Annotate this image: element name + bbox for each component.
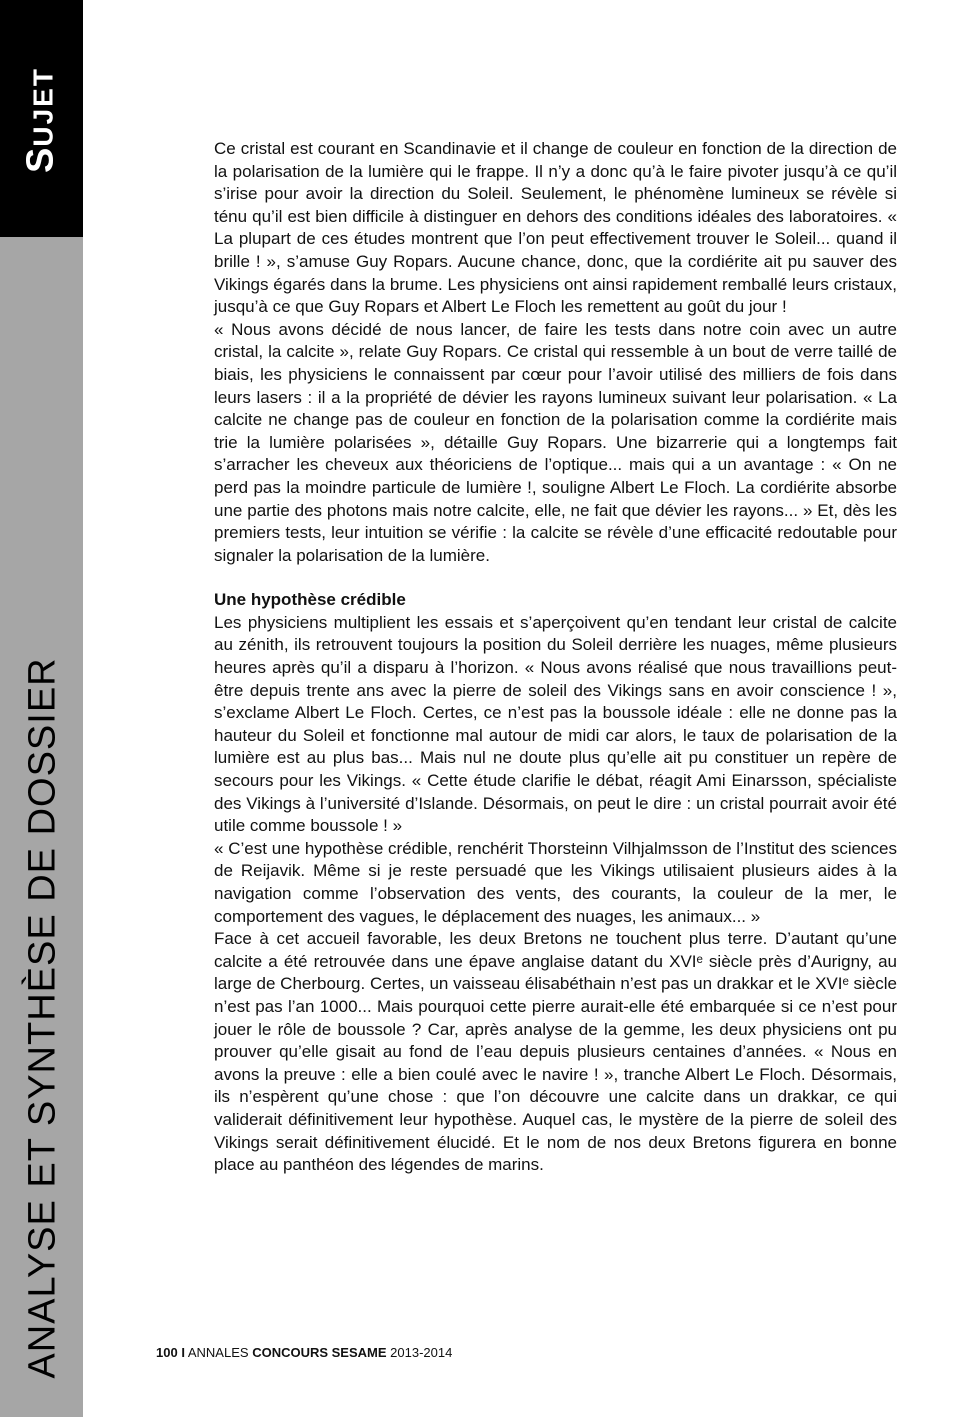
paragraph: Ce cristal est courant en Scandinavie et il change de couleur en fonction de la direction de la polarisation de la lumière qui le frappe. Il n’y a donc qu’à le faire pivoter jusqu’à ce qu’il s’irise pour avoir la direction du Soleil. Seulement, le phénomène lumineux se révèle si ténu qu’il est bien difficile à distinguer en dehors des conditions idéales des laboratoires. « La plupart de ces études montrent que l’on peut effectivement trouver le Soleil... quand il brille ! », s’amuse Guy Ropars. Aucune chance, donc, que la cordiérite ait pu sauver des Vikings égarés dans la brume. Les physiciens ont ainsi rapidement remballé leurs cristaux, jusqu’à ce que Guy Ropars et Albert Le Floch les remettent au goût du jour ! xyxy=(214,139,897,317)
paragraph: Face à cet accueil favorable, les deux Bretons ne touchent plus terre. D’autant qu’une calcite a été retrouvée dans une épave anglaise datant du XVIᵉ siècle près d’Aurigny, au large de Cherbourg. Certes, un vaisseau élisabéthain n’est pas un drakkar et le XVIᵉ siècle n’est pas l’an 1000... Mais pourquoi cette pierre aurait-elle été embarquée si ce n’est pour jouer le rôle de boussole ? Car, après analyse de la gemme, les deux physiciens ont pu prouver qu’elle gisait au fond de l’eau depuis plusieurs centaines d’années. « Nous en avons la preuve : elle a bien coulé avec le navire ! », tranche Albert Le Floch. Désormais, ils n’espèrent qu’une chose : que l’on découvre une calcite dans un drakkar, ce qui validerait définitivement leur hypothèse. Auquel cas, le mystère de la pierre de soleil des Vikings serait définitivement élucidé. Et le nom de nos deux Bretons figurera en bonne place au panthéon des légendes de marins. xyxy=(214,929,897,1175)
article-body xyxy=(214,138,897,1177)
footer-annales: ANNALES xyxy=(187,1345,249,1360)
footer-years: 2013-2014 xyxy=(390,1345,453,1360)
footer-separator: I xyxy=(181,1345,185,1360)
sujet-initial: S xyxy=(19,146,62,173)
paragraph: Les physiciens multiplient les essais et s’aperçoivent qu’en tendant leur cristal de calcite au zénith, ils retrouvent toujours la position du Soleil derrière les nuages, même plusieurs heures après qu’il a disparu à l’horizon. « Nous avons réalisé que nous travaillions peut-être depuis trente ans avec la pierre de soleil des Vikings sans en avoir conscience ! », s’exclame Albert Le Floch. Certes, ce n’est pas la boussole idéale : elle ne donne pas la hauteur du Soleil et fonctionne mal autour de midi car alors, le taux de polarisation de la lumière est au plus bas... Mais nul ne doute plus qu’elle ait pu constituer un repère de secours pour les Vikings. « Cette étude clarifie le débat, réagit Ami Einarsson, spécialiste des Vikings à l’université d’Islande. Désormais, on peut le dire : un cristal pourrait avoir été utile comme boussole ! » xyxy=(214,612,897,836)
section-heading: Une hypothèse crédible xyxy=(214,590,406,610)
paragraph: « C’est une hypothèse crédible, renchérit Thorsteinn Vilhjalmsson de l’Institut des sciences de Reijavik. Même si je reste persuadé que les Vikings utilisaient plusieurs aides à la navigation comme l’observation des vents, des courants, la couleur de la mer, le comportement des vagues, le déplacement des nuages, les animaux... » xyxy=(214,838,897,926)
sujet-rest: UJET xyxy=(27,67,59,147)
paragraph: « Nous avons décidé de nous lancer, de faire les tests dans notre coin avec un autre cristal, la calcite », relate Guy Ropars. Ce cristal qui ressemble à un bout de verre taillé de biais, les physiciens le connaissent par cœur pour l’avoir utilisé des milliers de fois dans leurs lasers : il a la propriété de dévier les rayons lumineux suivant leur polarisation. « La calcite ne change pas de couleur en fonction de la polarisation comme la cordiérite mais trie la lumière polarisées », détaille Guy Ropars. Une bizarrerie qui a longtemps fait s’arracher les cheveux aux théoriciens de l’optique... mais qui a un avantage : « On ne perd pas la moindre particule de lumière !, souligne Albert Le Floch. La cordiérite absorbe une partie des photons mais notre calcite, elle, ne fait que dévier les rayons... » Et, dès les premiers tests, leur intuition se vérifie : la calcite se révèle d’une efficacité redoutable pour signaler la polarisation de la lumière. xyxy=(214,319,897,565)
page-footer xyxy=(156,1345,452,1360)
page-number: 100 xyxy=(156,1345,178,1360)
section-title-vertical: ANALYSE ET SYNTHÈSE DE DOSSIER xyxy=(21,657,64,1379)
footer-concours: CONCOURS SESAME xyxy=(252,1345,387,1360)
section-tag-sujet xyxy=(20,67,63,173)
